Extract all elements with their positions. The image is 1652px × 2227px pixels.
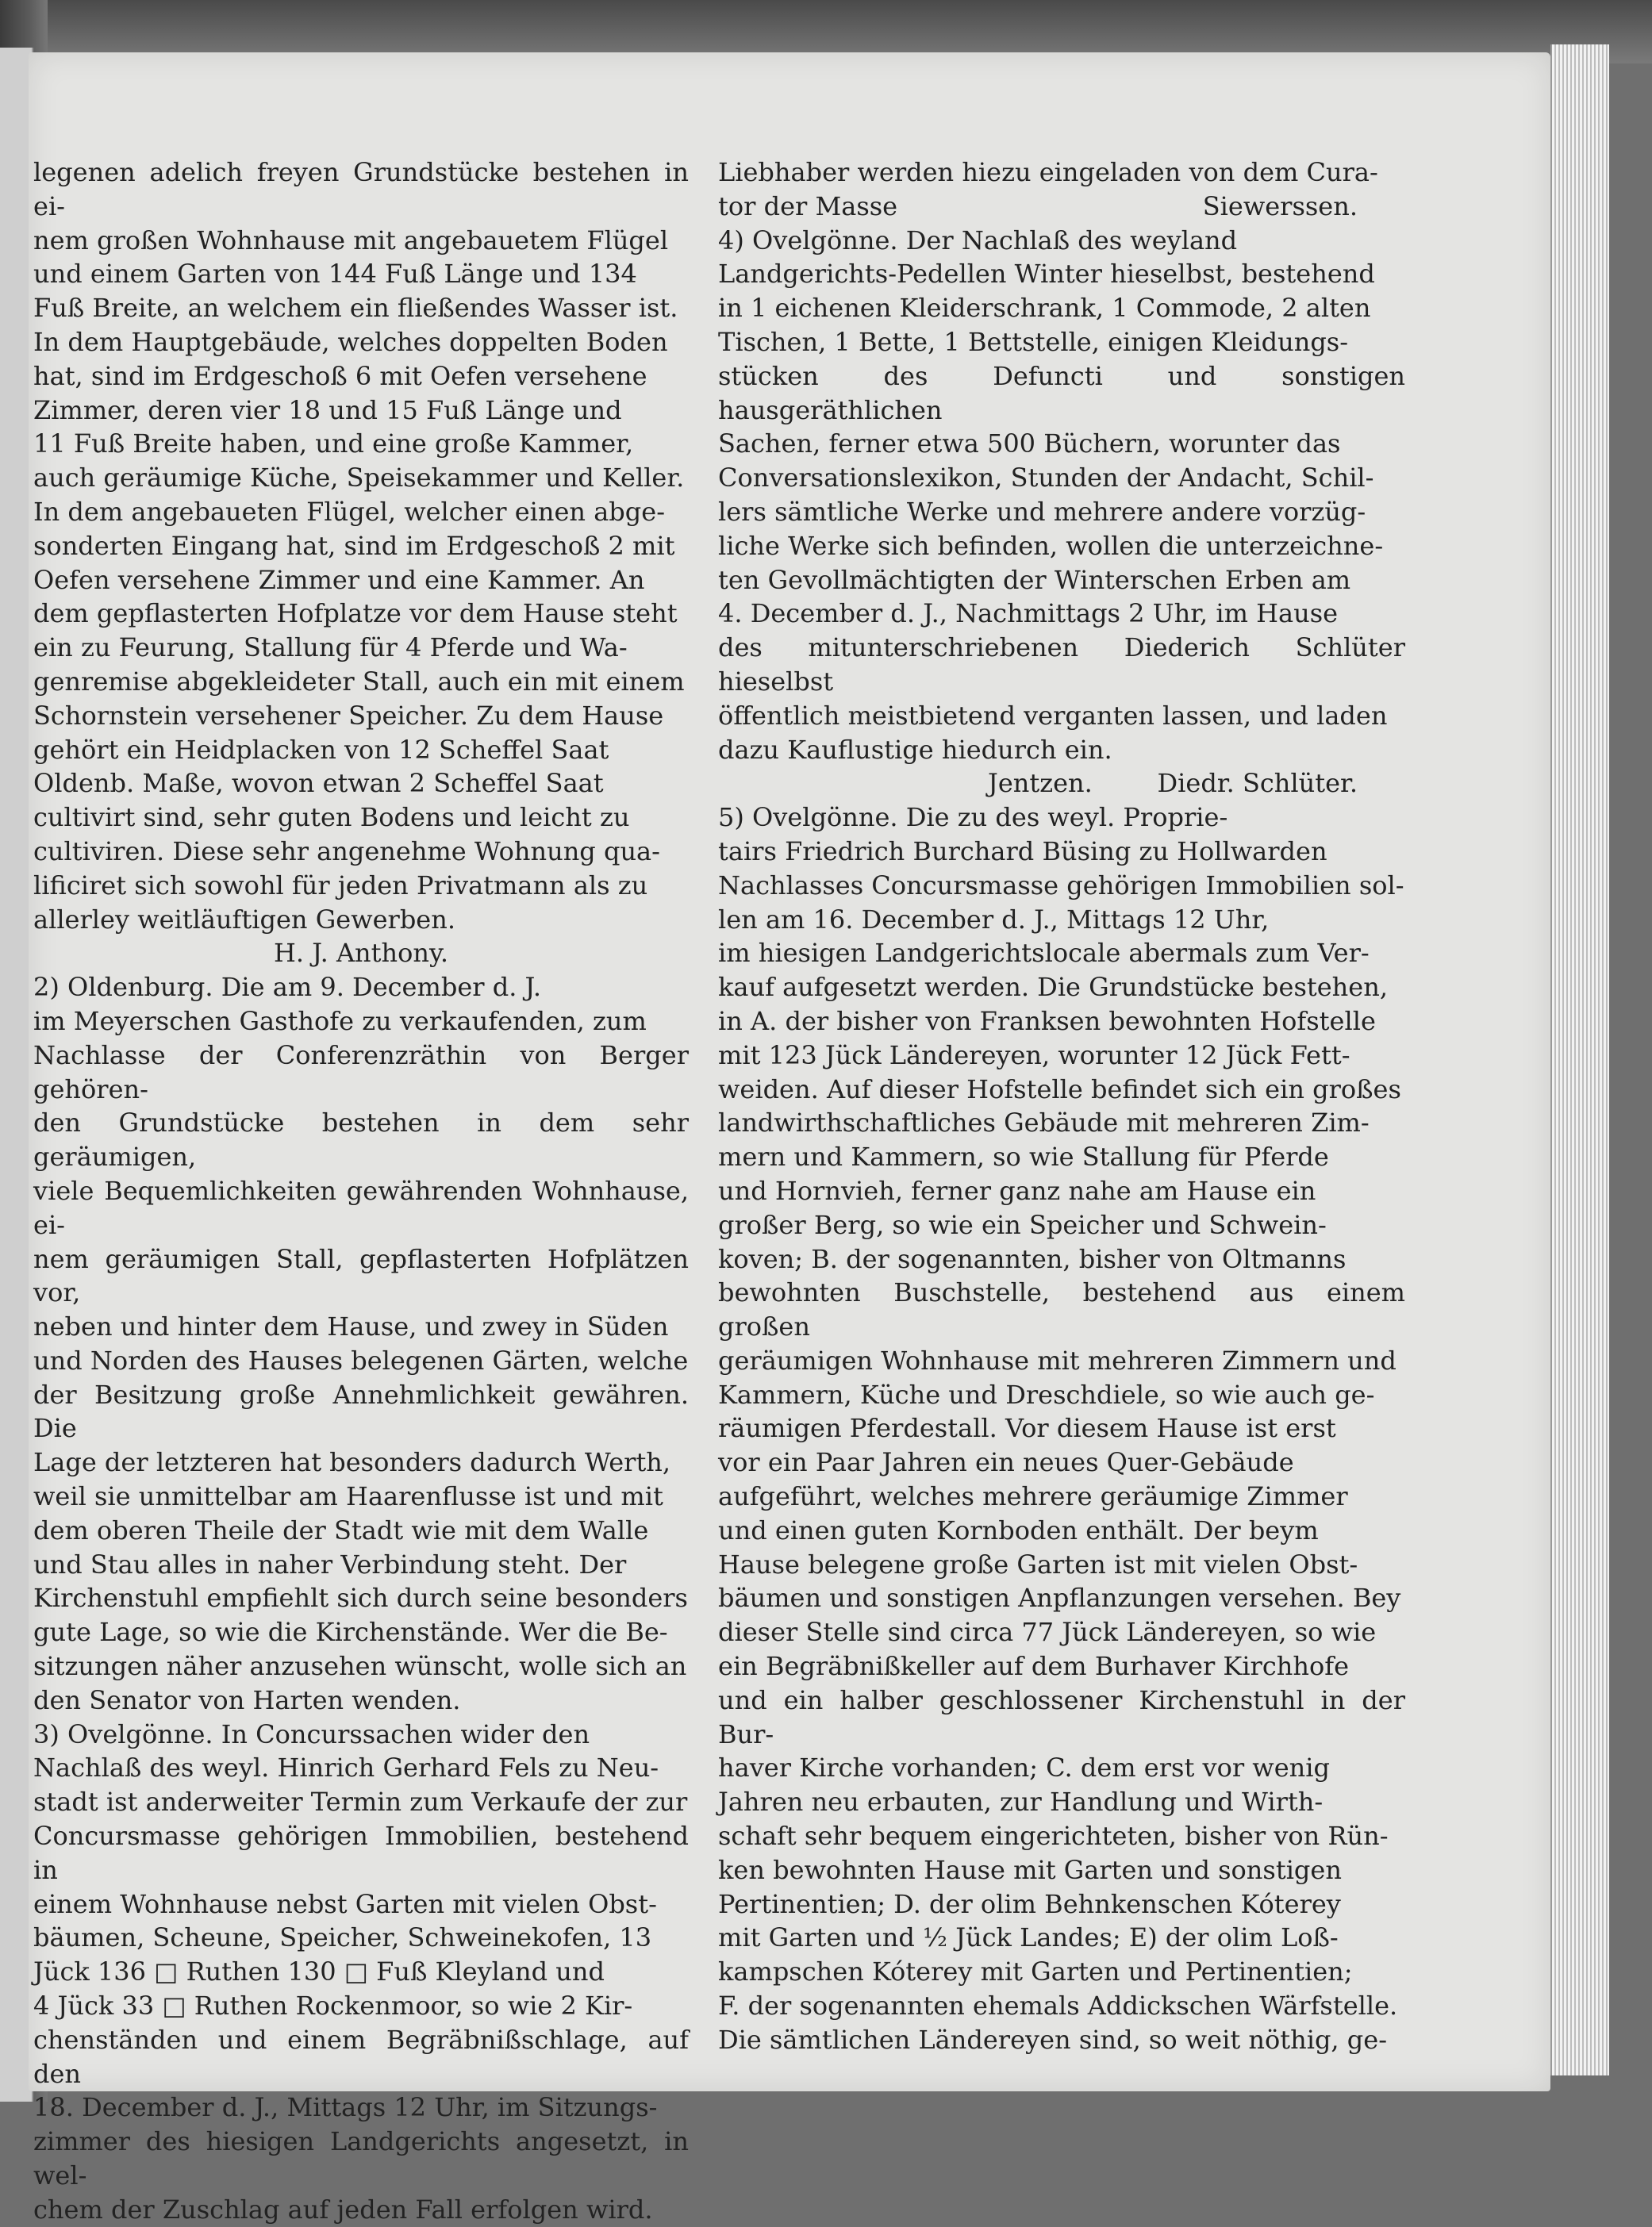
notice-5-ovelgoenne: 5) Ovelgönne. Die zu des weyl. Proprie- tairs Friedrich Burchard Büsing zu Hollwarden Nachlasses Concursmasse gehörigen Immobilien sol- len am 16. December d. J., Mittags 12 Uhr, im hiesigen Landgerichtslocale abermals zum Ver- kauf aufgesetzt werden. Die Grundstücke bestehen, in A. der bisher von Franksen bewohnten Hofstelle mit 123 Jück Ländereyen, worunter 12 Jück Fett- weiden. Auf dieser Hofstelle befindet sich ein großes landwirthschaftliches Gebäude mit mehreren Zim- mern und Kammern, so wie Stallung für Pferde und Hornvieh, ferner ganz nahe am Hause ein großer Berg, so wie ein Speicher und Schwein- koven; B. der sogenannten, bisher von Oltmanns bewohnten Buschstelle, bestehend aus einem großen geräumigen Wohnhause mit mehreren Zimmern und Kammern, Küche und Dreschdiele, so wie auch ge- räumigen Pferdestall. Vor diesem Hause ist erst vor ein Paar Jahren ein neues Quer-Gebäude aufgeführt, welches mehrere geräumige Zimmer und einen guten Kornboden enthält. Der beym Hause belegene große Garten ist mit vielen Obst- bäumen und sonstigen Anpflanzungen versehen. Bey dieser Stelle sind circa 77 Jück Ländereyen, so wie ein Begräbnißkeller auf dem Burhaver Kirchhofe und ein halber geschlossener Kirchenstuhl in der Bur- haver Kirche vorhanden; C. dem erst vor wenig Jahren neu erbauten, zur Handlung und Wirth- schaft sehr bequem eingerichteten, bisher von Rün- ken bewohnten Hause mit Garten und sonstigen Pertinentien; D. der olim Behnkenschen Kóterey mit Garten und ½ Jück Landes; E) der olim Loß- kampschen Kóterey mit Garten und Pertinentien; F. der sogenannten ehemals Addickschen Wärfstelle. Die sämtlichen Ländereyen sind, so weit nöthig, ge- xyxy=(718,802,1405,2055)
signature-siewerssen: Siewerssen. xyxy=(1202,190,1358,221)
signature-jentzen: Jentzen. xyxy=(988,768,1093,799)
notice-3-continuation-line: Liebhaber werden hiezu eingeladen von dem Cura- xyxy=(718,157,1378,187)
notice-4-signatures xyxy=(718,766,1405,801)
page-block-edges xyxy=(1550,44,1609,2075)
paragraph-1-continuation: legenen adelich freyen Grundstücke bestehen in ei- nem großen Wohnhause mit angebauetem Flügel und einem Garten von 144 Fuß Länge und 134 Fuß Breite, an welchem ein fließendes Wasser ist. In dem Hauptgebäude, welches doppelten Boden hat, sind im Erdgeschoß 6 mit Oefen versehene Zimmer, deren vier 18 und 15 Fuß Länge und 11 Fuß Breite haben, und eine große Kammer, auch geräumige Küche, Speisekammer und Keller. In dem angebaueten Flügel, welcher einen abge- sonderten Eingang hat, sind im Erdgeschoß 2 mit Oefen versehene Zimmer und eine Kammer. An dem gepflasterten Hofplatze vor dem Hause steht ein zu Feurung, Stallung für 4 Pferde und Wa- genremise abgekleideter Stall, auch ein mit einem Schornstein versehener Speicher. Zu dem Hause gehört ein Heidplacken von 12 Scheffel Saat Oldenb. Maße, wovon etwan 2 Scheffel Saat cultivirt sind, sehr guten Bodens und leicht zu cultiviren. Diese sehr angenehme Wohnung qua- lificiret sich sowohl für jeden Privatmann als zu allerley weitläuftigen Gewerben. xyxy=(33,157,689,935)
notice-3-closing-line xyxy=(718,190,1405,224)
right-column xyxy=(718,156,1405,2057)
signature-schlueter: Diedr. Schlüter. xyxy=(1157,768,1358,799)
signature-anthony: H. J. Anthony. xyxy=(274,938,448,969)
left-column xyxy=(33,156,689,2227)
notice-2-oldenburg: 2) Oldenburg. Die am 9. December d. J. im Meyerschen Gasthofe zu verkaufenden, zum Nachlasse der Conferenzräthin von Berger gehören- den Grundstücke bestehen in dem sehr geräumigen, viele Bequemlichkeiten gewährenden Wohnhause, ei- nem geräumigen Stall, gepflasterten Hofplätzen vor, neben und hinter dem Hause, und zwey in Süden und Norden des Hauses belegenen Gärten, welche der Besitzung große Annehmlichkeit gewähren. Die Lage der letzteren hat besonders dadurch Werth, weil sie unmittelbar am Haarenflusse ist und mit dem oberen Theile der Stadt wie mit dem Walle und Stau alles in naher Verbindung steht. Der Kirchenstuhl empfiehlt sich durch seine besonders gute Lage, so wie die Kirchenstände. Wer die Be- sitzungen näher anzusehen wünscht, wolle sich an den Senator von Harten wenden. xyxy=(33,972,689,1715)
notice-3-ovelgoenne: 3) Ovelgönne. In Concurssachen wider den Nachlaß des weyl. Hinrich Gerhard Fels zu Neu- stadt ist anderweiter Termin zum Verkaufe der zur Concursmasse gehörigen Immobilien, bestehend in einem Wohnhause nebst Garten mit vielen Obst- bäumen, Scheune, Speicher, Schweinekofen, 13 Jück 136 □ Ruthen 130 □ Fuß Kleyland und 4 Jück 33 □ Ruthen Rockenmoor, so wie 2 Kir- chenständen und einem Begräbnißschlage, auf den 18. December d. J., Mittags 12 Uhr, im Sitzungs- zimmer des hiesigen Landgerichts angesetzt, in wel- chem der Zuschlag auf jeden Fall erfolgen wird. xyxy=(33,1718,689,2225)
notice-3-closing-text: tor der Masse xyxy=(718,190,898,221)
notice-4-ovelgoenne: 4) Ovelgönne. Der Nachlaß des weyland Landgerichts-Pedellen Winter hieselbst, bestehend in 1 eichenen Kleiderschrank, 1 Commode, 2 alten Tischen, 1 Bette, 1 Bettstelle, einigen Kleidungs- stücken des Defuncti und sonstigen hausgeräthlichen Sachen, ferner etwa 500 Büchern, worunter das Conversationslexikon, Stunden der Andacht, Schil- lers sämtliche Werke und mehrere andere vorzüg- liche Werke sich befinden, wollen die unterzeichne- ten Gevollmächtigten der Winterschen Erben am 4. December d. J., Nachmittags 2 Uhr, im Hause des mitunterschriebenen Diederich Schlüter hieselbst öffentlich meistbietend verganten lassen, und laden dazu Kauflustige hiedurch ein. xyxy=(718,225,1405,765)
